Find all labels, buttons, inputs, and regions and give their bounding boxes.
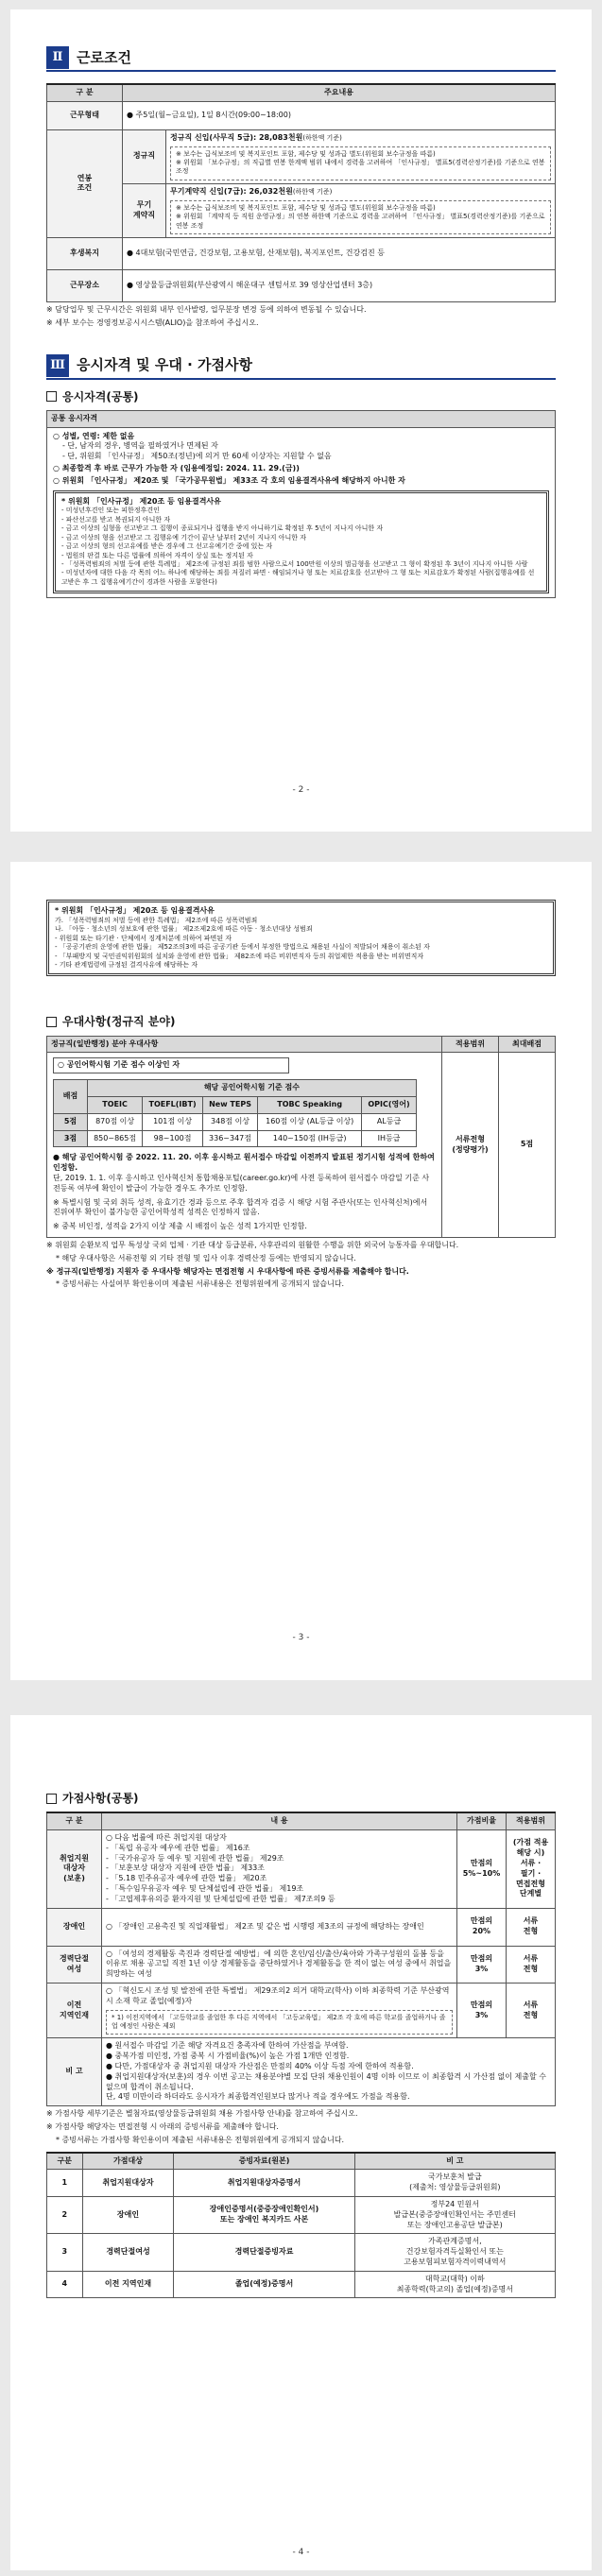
bonus-line: - 「독립 유공자 예우에 관한 법률」 제16조: [106, 1843, 250, 1852]
table-row: [47, 2170, 556, 2197]
qualification-text: 위원회 「인사규정」 제20조 및 「국가공무원법」 제33조 각 호의 임용결격사유에 해당하지 아니한 자: [61, 475, 405, 485]
row-sublabel: 정규직: [123, 129, 166, 183]
regular-pay-head: 정규직 신입(사무직 5급): 28,083천원: [170, 132, 303, 142]
disqualification-item: - 금고 이상의 형의 선고유예를 받은 경우에 그 선고유예기간 중에 있는 자: [61, 542, 273, 551]
disqualification-item: - 「성폭력범죄의 처벌 등에 관한 특례법」 제2조에 규정된 죄를 범한 사람으로서 100만원 이상의 벌금형을 선고받고 그 형이 확정된 후 3년이 지나지 아니한 사람: [61, 560, 528, 568]
disqualification-item: - 미성년후견인 또는 피한정후견인: [61, 507, 160, 515]
note: * 증빙서류는 사실여부 확인용이며 제출된 서류내용은 전형위원에게 공개되지 않습니다.: [56, 1279, 345, 1289]
regular-note: ※ 위원회 「보수규정」의 직급별 연봉 한계액 범위 내에서 경력을 고려하여 「인사규정」 별표5(경력산정기준)를 기준으로 연봉 조정: [176, 159, 545, 176]
lang-title: ○ 공인어학시험 기준 점수 이상인 자: [53, 1057, 289, 1073]
bonus-line: ○ 다음 법률에 따른 취업지원 대상자: [106, 1832, 227, 1842]
disqualification-box-continued: [46, 900, 556, 976]
pref-note-text: 단, 2019. 1. 1. 이후 응시하고 인사혁신처 통합채용포털(career.go.kr)에 사전 등록하여 원서접수 마감일 기준 사전등록 여부에 확인이 발급이 가능한 경우도 추가로 인정함.: [53, 1173, 430, 1193]
table-header: 구 분: [47, 1812, 102, 1829]
section-number: Ⅱ: [46, 46, 69, 69]
qualification-sub: - 단, 남자의 경우, 병역을 필하였거나 면제된 자: [62, 441, 218, 451]
score-col-header: TOEFL(IBT): [143, 1097, 203, 1114]
score-cell: 160점 이상 (AL등급 이상): [258, 1113, 362, 1130]
table-header: 구분: [47, 2153, 83, 2170]
remark-line: ● 중복가점 미인정, 가점 중복 시 가점비율(%)이 높은 가점 1개만 인정함.: [106, 2052, 350, 2061]
preference-table: [46, 1036, 556, 1238]
common-qualification-box: [46, 428, 556, 599]
remark-line: 단, 4명 미만이라 하더라도 응시자가 최종합격인원보다 많거나 적을 경우에도 가점을 적용함.: [106, 2092, 410, 2102]
bonus-remarks: [102, 2038, 556, 2106]
remark-line: ● 취업지원대상자(보훈)의 경우 이번 공고는 채용분야별 모집 단위 채용인원이 4명 이하 이므로 이 최종합격 시 가산점 없이 제출할 수 없으며 합격이 취소됩니다.: [106, 2071, 546, 2091]
table-cell: 장애인증명서(중증장애인확인서) 또는 장애인 복지카드 사본: [174, 2196, 354, 2233]
fixed-pay-cell: [166, 183, 556, 237]
section-title: 근로조건: [77, 48, 131, 66]
score-table-title: 해당 공인어학시험 기준 점수: [88, 1080, 417, 1097]
checkbox-square-icon: [46, 1794, 57, 1804]
score-cell: AL등급: [362, 1113, 416, 1130]
score-col-header: 배점: [54, 1080, 88, 1114]
common-qualification-header: 공통 응시자격: [46, 410, 556, 428]
subsection-title: [46, 389, 556, 404]
pref-range: 서류전형 (정량평가): [442, 1053, 499, 1238]
disqualification-item: - 「공공기관의 운영에 관한 법률」 제52조의3에 따른 공공기관 등에서 부정한 방법으로 채용된 사실이 적발되어 채용이 취소된 자: [55, 943, 430, 952]
row-label: 근무형태: [47, 101, 123, 129]
score-col-header: TOBC Speaking: [258, 1097, 362, 1114]
qualification-text: 성별, 연령: 제한 없음: [61, 431, 135, 440]
score-cell: 140~150점 (IH등급): [258, 1130, 362, 1147]
table-row: [47, 2234, 556, 2271]
regular-note: ※ 보수는 급식보조비 및 복지포인트 포함, 제수당 및 성과급 별도(위원회 보수규정을 따름): [176, 149, 436, 158]
disqualification-item: 나. 「아동 · 청소년의 성보호에 관한 법률」 제2조제2호에 따른 아동 · 청소년대상 성범죄: [55, 925, 313, 934]
table-cell: 대학교(대학) 이하 최종학력(학교의) 졸업(예정)증명서: [354, 2271, 555, 2298]
bonus-content: [102, 1829, 457, 1908]
table-cell: 취업지원대상자: [82, 2170, 174, 2197]
subsection-title: [46, 1791, 556, 1806]
pref-note: [53, 1174, 436, 1194]
section-3-heading: [46, 353, 556, 380]
work-conditions-table: [46, 83, 556, 302]
table-row: [47, 2271, 556, 2298]
score-cell: 870점 이상: [88, 1113, 143, 1130]
document-page-2: [10, 9, 592, 832]
section-title: 응시자격 및 우대 · 가점사항: [77, 356, 252, 374]
disqualification-item: - 위원회 또는 타기관 · 단체에서 징계처분에 의하여 파면된 자: [55, 934, 232, 942]
table-header: 내 용: [102, 1812, 457, 1829]
note: * 해당 우대사항은 서류전형 외 기타 전형 및 입사 이후 경력산정 등에는 반영되지 않습니다.: [56, 1253, 356, 1262]
table-cell: 1: [47, 2170, 83, 2197]
pref-note: ※ 중복 비인정, 성적을 2가지 이상 제출 시 배점이 높은 성적 1가지만 인정함.: [53, 1222, 307, 1231]
score-cell: 98~100점: [143, 1130, 203, 1147]
bonus-text: ○ 「혁신도시 조성 및 발전에 관한 특별법」 제29조의2 의거 대학교(학사) 이하 최종학력 기준 부산광역시 소재 학교 졸업(예정)자: [106, 1985, 450, 2005]
subsection-label: 가점사항(공통): [62, 1792, 139, 1805]
pref-note-text: ● 해당 공인어학시험 중 2022. 11. 20. 이후 응시하고 원서접수 마감일 이전까지 발표된 정기시험 성적에 한하여 인정함.: [53, 1153, 435, 1173]
note: ※ 가점사항 해당자는 면접전형 시 아래의 증빙서류를 제출해야 합니다.: [46, 2122, 279, 2131]
row-label: 연봉 조건: [47, 129, 123, 237]
table-row: [47, 2196, 556, 2233]
table-cell: 2: [47, 2196, 83, 2233]
bonus-label: 이전 지역인재: [47, 1983, 102, 2037]
pref-note: [53, 1153, 436, 1174]
score-cell: 101점 이상: [143, 1113, 203, 1130]
note: ※ 담당업무 및 근무시간은 위원회 내부 인사발령, 업무분장 변경 등에 의하여 변동될 수 있습니다.: [46, 305, 367, 315]
score-cell: 850~865점: [88, 1130, 143, 1147]
bonus-table: [46, 1812, 556, 2106]
row-sublabel: 무기 계약직: [123, 183, 166, 237]
score-table: [53, 1079, 417, 1147]
document-page-4: [10, 1715, 592, 2570]
bonus-rate: 만점의 3%: [457, 1946, 507, 1983]
disqualification-item: 가. 「성폭력범죄의 처벌 등에 관한 특례법」 제2조에 따른 성폭력범죄: [55, 916, 258, 924]
remark-line: ● 다만, 가점대상자 중 취업지원 대상자 가산점은 만점의 40% 이상 득점 자에 한하여 적용함.: [106, 2062, 414, 2071]
score-cell: 3점: [54, 1130, 88, 1147]
fixed-pay-suffix: (하한액 기준): [292, 187, 333, 196]
bonus-content: [102, 1983, 457, 2037]
checkbox-square-icon: [46, 1017, 57, 1027]
disqualification-item: - 「부패방지 및 국민권익위원회의 설치와 운영에 관한 법률」 제82조에 따른 비위면직자 등의 취업제한 적용을 받는 비위면직자: [55, 952, 424, 960]
section-2-heading: [46, 45, 556, 72]
page-number: - 2 -: [292, 785, 310, 795]
remark-line: ● 원서접수 마감일 기준 해당 자격요건 충족자에 한하여 가산점을 부여함.: [106, 2041, 349, 2051]
qualification-item: ○ 위원회 「인사규정」 제20조 및 「국가공무원법」 제33조 각 호의 임용결격사유에 해당하지 아니한 자: [53, 475, 405, 485]
bonus-content: ○ 「여성의 경제활동 촉진과 경력단절 예방법」에 의한 혼인/임신/출산/육아와 가족구성원의 돌봄 등을 이유로 채용 공고일 직전 1년 이상 경제활동을 중단하였거나 경제활동을 한 적이 없는 여성 중에서 취업을 희망하는 여성: [102, 1946, 457, 1983]
bonus-rate: 만점의 3%: [457, 1983, 507, 2037]
evidence-table: [46, 2152, 556, 2299]
qualification-text: 최종합격 후 바로 근무가 가능한 자 (임용예정일: 2024. 11. 29.(금)): [61, 463, 300, 472]
disqualification-item: - 금고 이상의 형을 선고받고 그 집행유예 기간이 끝난 날부터 2년이 지나지 아니한 자: [61, 533, 307, 541]
table-header: 주요내용: [123, 84, 556, 101]
fixed-note: ※ 보수는 급식보조비 및 복지포인트 포함, 제수당 및 성과급 별도(위원회 보수규정을 따름): [176, 203, 436, 212]
table-cell: 가족관계증명서, 건강보험자격득실확인서 또는 고용보험피보험자격이력내역서: [354, 2234, 555, 2271]
row-label: 근무장소: [47, 270, 123, 302]
disqualification-title: * 위원회 「인사규정」 제20조 등 임용결격사유: [55, 906, 215, 915]
table-header: 가점대상: [82, 2153, 174, 2170]
fixed-pay-head: 무기계약직 신입(7급): 26,032천원: [170, 186, 293, 196]
disqualification-item: - 기타 관계법령에 규정된 결격사유에 해당하는 자: [55, 960, 198, 969]
pref-note: ※ 특별시험 및 국외 취득 성적, 유효기간 경과 등으로 주후 합격자 검증 시 해당 시험 주관사(또는 인사혁신처)에서 진위여부 확인이 불가능한 공인어학성적 성적은 인정하지 않음.: [53, 1197, 428, 1217]
score-row: [54, 1113, 417, 1130]
note: ※ 정규직(일반행정) 지원자 중 우대사항 해당자는 면접전형 시 우대사항에 따른 증빙서류를 제출해야 합니다.: [46, 1266, 409, 1276]
bonus-content: ○ 「장애인 고용촉진 및 직업재활법」 제2조 및 같은 법 시행령 제3조의 규정에 해당하는 장애인: [102, 1908, 457, 1946]
table-header: 증빙자료(원본): [174, 2153, 354, 2170]
bonus-line: - 「국가유공자 등 예우 및 지원에 관한 법률」 제29조: [106, 1853, 284, 1863]
bonus-line: - 「5.18 민주유공자 예우에 관한 법률」 제20조: [106, 1874, 267, 1883]
disqualification-box: [53, 490, 549, 594]
pref-max: 5점: [499, 1053, 556, 1238]
score-cell: IH등급: [362, 1130, 416, 1147]
table-cell: 경력단절증빙자료: [174, 2234, 354, 2271]
note: ※ 세부 보수는 경영정보공시시스템(ALIO)을 참조하여 주십시오.: [46, 318, 259, 327]
qualification-item: ○ 최종합격 후 바로 근무가 가능한 자 (임용예정일: 2024. 11. 29.(금)): [53, 463, 300, 472]
bonus-subnote: * 1) 이전지역에서 「고등학교를 졸업한 후 다른 지역에서 「고등교육법」 제2조 각 호에 따른 학교를 졸업하거나 졸업 예정인 사람은 제외: [106, 2010, 453, 2035]
disqualification-item: - 법원의 판결 또는 다른 법률에 의하여 자격이 상실 또는 정지된 자: [61, 551, 253, 559]
bonus-line: - 「보훈보상 대상자 지원에 관한 법률」 제33조: [106, 1863, 265, 1873]
disqualification-list: [61, 507, 541, 587]
table-cell: 정부24 민원서 발급본(중증장애인확인서는 주민센터 또는 장애인고용공단 발급본): [354, 2196, 555, 2233]
regular-pay-suffix: (하한액 기준): [302, 133, 342, 142]
qualification-item: ○ 성별, 연령: 제한 없음: [53, 431, 135, 440]
page-number: - 3 -: [292, 1633, 310, 1642]
qualification-sub: - 단, 위원회 「인사규정」 제50조(정년)에 의거 만 60세 이상자는 지원할 수 없음: [62, 452, 332, 461]
score-cell: 348점 이상: [202, 1113, 257, 1130]
bonus-range: 서류 전형: [507, 1908, 556, 1946]
bonus-label: 비 고: [47, 2038, 102, 2106]
regular-pay-cell: [166, 129, 556, 183]
table-cell: 이전 지역인재: [82, 2271, 174, 2298]
disqualification-title: * 위원회 「인사규정」 제20조 등 임용결격사유: [61, 496, 221, 506]
score-col-header: OPIC(영어): [362, 1097, 416, 1114]
table-cell: 3: [47, 2234, 83, 2271]
subsection-label: 응시자격(공통): [62, 389, 139, 404]
bonus-range: 서류 전형: [507, 1983, 556, 2037]
score-header-row: [54, 1097, 417, 1114]
bonus-range: (가점 적용 해당 시) 서류 · 필기 · 면접전형 단계별: [507, 1829, 556, 1908]
bonus-line: - 「특수임무유공자 예우 및 단체설립에 관한 법률」 제19조: [106, 1883, 304, 1893]
table-header: 정규직(일반행정) 분야 우대사항: [47, 1036, 442, 1053]
evidence-header-row: [47, 2153, 556, 2170]
table-header: 최대배점: [499, 1036, 556, 1053]
table-cell: 국가보훈처 발급 (제출처: 영상물등급위원회): [354, 2170, 555, 2197]
note: * 증빙서류는 가점사항 확인용이며 제출된 서류내용은 전형위원에게 공개되지 않습니다.: [56, 2135, 345, 2144]
score-row: [54, 1130, 417, 1147]
bonus-range: 서류 전형: [507, 1946, 556, 1983]
subsection-label: 우대사항(정규직 분야): [62, 1015, 176, 1029]
preference-content: [47, 1053, 442, 1238]
checkbox-square-icon: [46, 391, 57, 402]
disqualification-item: - 미성년자에 대한 다음 각 목의 어느 하나에 해당하는 죄를 저질러 파면 · 해임되거나 형 또는 치료감호를 선고받아 그 형 또는 치료감호가 확정된 사람(집행유예를 선고받은 후 그 집행유예기간이 경과한 사람을 포함한다): [61, 569, 535, 586]
fixed-note: ※ 위원회 「계약직 등 직원 운영규정」의 연봉 하한액 기준으로 경력을 고려하여 「인사규정」 별표5(경력산정기준)를 기준으로 연봉 조정: [176, 213, 545, 230]
bonus-label: 취업지원 대상자 (보훈): [47, 1829, 102, 1908]
disqualification-list: [55, 917, 547, 970]
bonus-label: 경력단절 여성: [47, 1946, 102, 1983]
score-cell: 5점: [54, 1113, 88, 1130]
bonus-label: 장애인: [47, 1908, 102, 1946]
score-col-header: New TEPS: [202, 1097, 257, 1114]
table-header: 비 고: [354, 2153, 555, 2170]
subsection-title: [46, 1014, 556, 1029]
evidence-body: [47, 2170, 556, 2298]
table-cell: 4: [47, 2271, 83, 2298]
bonus-rate: 만점의 20%: [457, 1908, 507, 1946]
table-header: 적용범위: [507, 1812, 556, 1829]
score-col-header: TOEIC: [88, 1097, 143, 1114]
bonus-line: - 「고엽제후유의증 환자지원 및 단체설립에 관한 법률」 제7조의9 등: [106, 1894, 335, 1903]
document-page-3: [10, 862, 592, 1680]
row-value: ● 주5일(월~금요일), 1일 8시간(09:00~18:00): [123, 101, 556, 129]
table-header: 적용범위: [442, 1036, 499, 1053]
table-header: 구 분: [47, 84, 123, 101]
note: ※ 위원회 순환보직 업무 특성상 국외 업체 · 기관 대상 등급분류, 사후관리의 원활한 수행을 위한 외국어 능통자를 우대합니다.: [46, 1240, 459, 1249]
page-number: - 4 -: [292, 2548, 310, 2557]
row-value: ● 4대보험(국민연금, 건강보험, 고용보험, 산재보험), 복지포인트, 건강검진 등: [123, 238, 556, 270]
table-cell: 취업지원대상자증명서: [174, 2170, 354, 2197]
table-cell: 장애인: [82, 2196, 174, 2233]
score-body: [54, 1113, 417, 1147]
section-number: Ⅲ: [46, 354, 69, 377]
score-cell: 336~347점: [202, 1130, 257, 1147]
row-label: 후생복지: [47, 238, 123, 270]
disqualification-item: - 금고 이상의 실형을 선고받고 그 집행이 종료되거나 집행을 받지 아니하기로 확정된 후 5년이 지나지 아니한 자: [61, 524, 384, 533]
table-cell: 졸업(예정)증명서: [174, 2271, 354, 2298]
table-header: 가점비율: [457, 1812, 507, 1829]
disqualification-item: - 파산선고를 받고 복권되지 아니한 자: [61, 515, 171, 524]
table-cell: 경력단절여성: [82, 2234, 174, 2271]
lang-title-text: 공인어학시험 기준 점수 이상인 자: [66, 1060, 181, 1070]
row-value: ● 영상물등급위원회(부산광역시 해운대구 센텀서로 39 영상산업센터 3층): [123, 270, 556, 302]
bonus-rate: 만점의 5%~10%: [457, 1829, 507, 1908]
note: ※ 가점사항 세부기준은 별첨자료(영상물등급위원회 채용 가점사항 안내)를 참고하여 주십시오.: [46, 2109, 358, 2119]
